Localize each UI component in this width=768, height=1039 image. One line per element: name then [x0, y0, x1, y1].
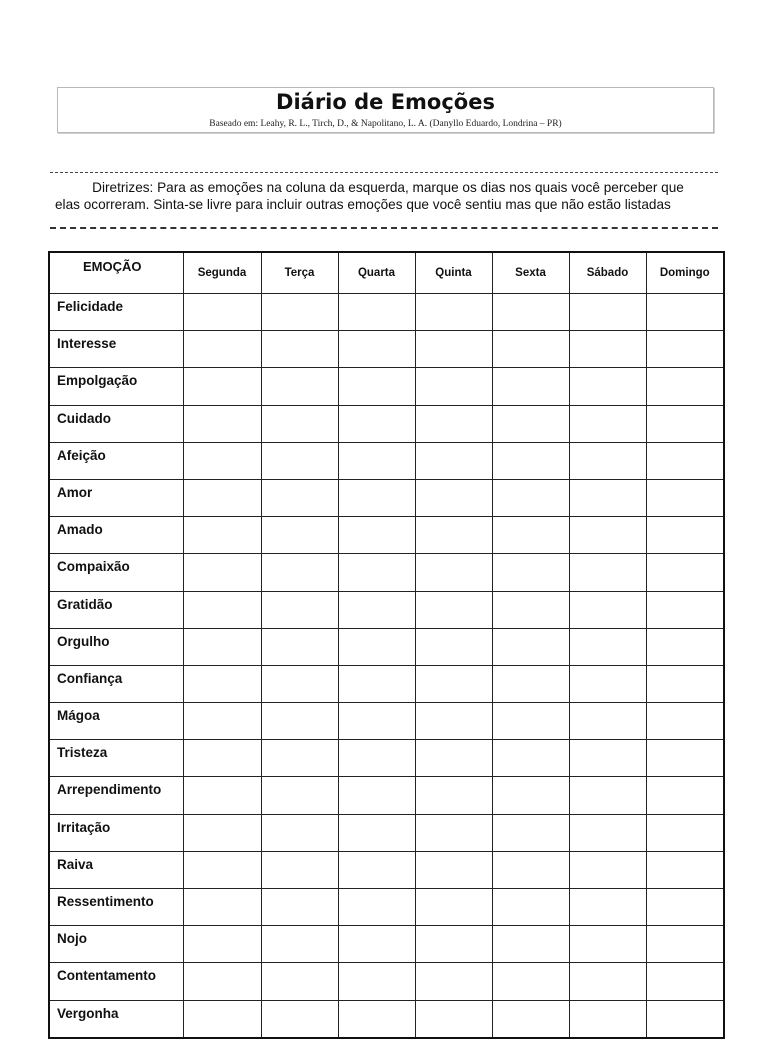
day-check-cell[interactable] [492, 777, 569, 814]
day-check-cell[interactable] [261, 554, 338, 591]
day-check-cell[interactable] [646, 777, 724, 814]
day-check-cell[interactable] [261, 517, 338, 554]
table-row [49, 777, 724, 814]
day-check-cell[interactable] [492, 1000, 569, 1038]
day-check-cell[interactable] [261, 442, 338, 479]
day-check-cell[interactable] [492, 628, 569, 665]
day-check-cell[interactable] [569, 442, 646, 479]
day-check-cell[interactable] [183, 517, 261, 554]
day-check-cell[interactable] [569, 814, 646, 851]
emotion-label: Amado [49, 517, 183, 554]
day-check-cell[interactable] [492, 963, 569, 1000]
table-body [49, 294, 724, 1038]
table-row [49, 703, 724, 740]
table-row [49, 368, 724, 405]
table-header-row [49, 252, 724, 294]
day-check-cell[interactable] [338, 517, 415, 554]
day-check-cell[interactable] [646, 926, 724, 963]
emotion-label: Tristeza [49, 740, 183, 777]
day-check-cell[interactable] [183, 889, 261, 926]
emotion-label: Afeição [49, 442, 183, 479]
day-check-cell[interactable] [415, 368, 492, 405]
day-check-cell[interactable] [338, 405, 415, 442]
emotion-label: Interesse [49, 331, 183, 368]
day-check-cell[interactable] [569, 517, 646, 554]
divider-top [50, 172, 718, 173]
day-check-cell[interactable] [415, 405, 492, 442]
day-check-cell[interactable] [338, 554, 415, 591]
day-check-cell[interactable] [415, 963, 492, 1000]
emotion-label: Cuidado [49, 405, 183, 442]
day-check-cell[interactable] [569, 591, 646, 628]
table-row [49, 517, 724, 554]
table-row [49, 479, 724, 516]
day-check-cell[interactable] [338, 926, 415, 963]
source-citation: Baseado em: Leahy, R. L., Tirch, D., & Napolitano, L. A. (Danyllo Eduardo, Londrina – PR) [209, 119, 562, 129]
day-check-cell[interactable] [492, 591, 569, 628]
day-check-cell[interactable] [415, 703, 492, 740]
day-check-cell[interactable] [261, 889, 338, 926]
day-check-cell[interactable] [492, 665, 569, 702]
emotion-label: Orgulho [49, 628, 183, 665]
day-check-cell[interactable] [338, 963, 415, 1000]
table-row [49, 591, 724, 628]
day-check-cell[interactable] [183, 703, 261, 740]
day-check-cell[interactable] [415, 517, 492, 554]
day-check-cell[interactable] [646, 851, 724, 888]
day-check-cell[interactable] [415, 926, 492, 963]
day-check-cell[interactable] [415, 479, 492, 516]
day-check-cell[interactable] [646, 1000, 724, 1038]
day-column-header: Domingo [646, 252, 724, 294]
emotion-label: Contentamento [49, 963, 183, 1000]
day-check-cell[interactable] [569, 368, 646, 405]
table-row [49, 405, 724, 442]
day-check-cell[interactable] [261, 926, 338, 963]
day-check-cell[interactable] [183, 554, 261, 591]
day-check-cell[interactable] [183, 963, 261, 1000]
day-column-header: Sábado [569, 252, 646, 294]
table-row [49, 331, 724, 368]
day-check-cell[interactable] [183, 591, 261, 628]
day-check-cell[interactable] [569, 479, 646, 516]
emotion-label: Ressentimento [49, 889, 183, 926]
day-check-cell[interactable] [415, 740, 492, 777]
day-check-cell[interactable] [338, 740, 415, 777]
day-check-cell[interactable] [183, 777, 261, 814]
table-row [49, 740, 724, 777]
day-check-cell[interactable] [183, 294, 261, 331]
table-row [49, 442, 724, 479]
table-row [49, 851, 724, 888]
day-check-cell[interactable] [338, 591, 415, 628]
emotion-label: Mágoa [49, 703, 183, 740]
day-check-cell[interactable] [415, 294, 492, 331]
day-check-cell[interactable] [492, 703, 569, 740]
guidelines-line-1: Diretrizes: Para as emoções na coluna da esquerda, marque os dias nos quais você perceber que [92, 180, 684, 195]
day-check-cell[interactable] [415, 442, 492, 479]
emotion-label: Empolgação [49, 368, 183, 405]
emotion-label: Arrependimento [49, 777, 183, 814]
day-check-cell[interactable] [569, 554, 646, 591]
day-check-cell[interactable] [415, 554, 492, 591]
table-row [49, 1000, 724, 1038]
day-check-cell[interactable] [261, 628, 338, 665]
day-check-cell[interactable] [646, 554, 724, 591]
emotion-column-header: EMOÇÃO [49, 252, 183, 294]
day-check-cell[interactable] [261, 814, 338, 851]
table-row [49, 554, 724, 591]
day-check-cell[interactable] [415, 628, 492, 665]
emotion-label: Raiva [49, 851, 183, 888]
day-check-cell[interactable] [569, 405, 646, 442]
emotion-label: Gratidão [49, 591, 183, 628]
table-row [49, 665, 724, 702]
day-check-cell[interactable] [338, 851, 415, 888]
day-check-cell[interactable] [646, 405, 724, 442]
day-check-cell[interactable] [646, 331, 724, 368]
day-check-cell[interactable] [415, 591, 492, 628]
day-check-cell[interactable] [569, 926, 646, 963]
day-check-cell[interactable] [261, 294, 338, 331]
day-check-cell[interactable] [183, 628, 261, 665]
day-check-cell[interactable] [338, 889, 415, 926]
table-row [49, 814, 724, 851]
day-check-cell[interactable] [646, 665, 724, 702]
table-row [49, 926, 724, 963]
divider-bottom [50, 227, 718, 229]
day-check-cell[interactable] [183, 665, 261, 702]
day-check-cell[interactable] [415, 814, 492, 851]
day-check-cell[interactable] [569, 851, 646, 888]
day-check-cell[interactable] [261, 405, 338, 442]
emotion-label: Compaixão [49, 554, 183, 591]
table-row [49, 628, 724, 665]
day-check-cell[interactable] [569, 628, 646, 665]
emotion-label: Felicidade [49, 294, 183, 331]
day-check-cell[interactable] [338, 479, 415, 516]
day-check-cell[interactable] [646, 963, 724, 1000]
day-check-cell[interactable] [646, 479, 724, 516]
day-check-cell[interactable] [646, 814, 724, 851]
day-check-cell[interactable] [261, 703, 338, 740]
emotion-label: Nojo [49, 926, 183, 963]
day-column-header: Terça [261, 252, 338, 294]
day-check-cell[interactable] [415, 1000, 492, 1038]
day-check-cell[interactable] [261, 665, 338, 702]
day-check-cell[interactable] [569, 665, 646, 702]
day-check-cell[interactable] [569, 331, 646, 368]
day-check-cell[interactable] [261, 1000, 338, 1038]
day-column-header: Quarta [338, 252, 415, 294]
day-check-cell[interactable] [646, 591, 724, 628]
day-check-cell[interactable] [492, 368, 569, 405]
day-check-cell[interactable] [338, 294, 415, 331]
table-row [49, 889, 724, 926]
day-check-cell[interactable] [261, 331, 338, 368]
emotion-diary-table [48, 251, 725, 1039]
day-check-cell[interactable] [415, 777, 492, 814]
day-check-cell[interactable] [338, 1000, 415, 1038]
day-check-cell[interactable] [569, 294, 646, 331]
day-column-header: Segunda [183, 252, 261, 294]
day-column-header: Quinta [415, 252, 492, 294]
day-check-cell[interactable] [492, 740, 569, 777]
day-check-cell[interactable] [492, 405, 569, 442]
day-check-cell[interactable] [492, 331, 569, 368]
day-check-cell[interactable] [183, 926, 261, 963]
day-check-cell[interactable] [569, 1000, 646, 1038]
day-check-cell[interactable] [415, 889, 492, 926]
day-check-cell[interactable] [261, 368, 338, 405]
day-check-cell[interactable] [183, 442, 261, 479]
day-check-cell[interactable] [261, 740, 338, 777]
page-title: Diário de Emoções [276, 90, 495, 114]
day-check-cell[interactable] [261, 777, 338, 814]
day-check-cell[interactable] [646, 740, 724, 777]
day-check-cell[interactable] [183, 851, 261, 888]
day-check-cell[interactable] [569, 777, 646, 814]
day-check-cell[interactable] [183, 479, 261, 516]
day-check-cell[interactable] [646, 889, 724, 926]
day-check-cell[interactable] [183, 740, 261, 777]
day-check-cell[interactable] [261, 963, 338, 1000]
day-check-cell[interactable] [492, 889, 569, 926]
day-check-cell[interactable] [183, 1000, 261, 1038]
day-check-cell[interactable] [183, 331, 261, 368]
day-check-cell[interactable] [183, 368, 261, 405]
day-check-cell[interactable] [338, 703, 415, 740]
day-check-cell[interactable] [492, 442, 569, 479]
day-check-cell[interactable] [338, 665, 415, 702]
day-check-cell[interactable] [338, 368, 415, 405]
day-check-cell[interactable] [569, 889, 646, 926]
day-check-cell[interactable] [415, 331, 492, 368]
day-check-cell[interactable] [338, 628, 415, 665]
day-check-cell[interactable] [646, 517, 724, 554]
guidelines-line-2: elas ocorreram. Sinta-se livre para incluir outras emoções que você sentiu mas que não estão listadas [55, 197, 671, 212]
day-check-cell[interactable] [569, 740, 646, 777]
day-check-cell[interactable] [646, 703, 724, 740]
day-check-cell[interactable] [338, 331, 415, 368]
table-row [49, 294, 724, 331]
emotion-label: Irritação [49, 814, 183, 851]
day-check-cell[interactable] [492, 554, 569, 591]
emotion-label: Amor [49, 479, 183, 516]
header-box [57, 87, 714, 133]
day-column-header: Sexta [492, 252, 569, 294]
emotion-label: Confiança [49, 665, 183, 702]
day-check-cell[interactable] [569, 703, 646, 740]
day-check-cell[interactable] [492, 517, 569, 554]
emotion-label: Vergonha [49, 1000, 183, 1038]
day-check-cell[interactable] [646, 628, 724, 665]
day-check-cell[interactable] [261, 591, 338, 628]
day-check-cell[interactable] [646, 442, 724, 479]
day-check-cell[interactable] [492, 814, 569, 851]
day-check-cell[interactable] [261, 479, 338, 516]
day-check-cell[interactable] [415, 851, 492, 888]
day-check-cell[interactable] [492, 479, 569, 516]
table-row [49, 963, 724, 1000]
day-check-cell[interactable] [646, 294, 724, 331]
day-check-cell[interactable] [183, 405, 261, 442]
day-check-cell[interactable] [183, 814, 261, 851]
day-check-cell[interactable] [415, 665, 492, 702]
day-check-cell[interactable] [646, 368, 724, 405]
day-check-cell[interactable] [338, 442, 415, 479]
day-check-cell[interactable] [261, 851, 338, 888]
day-check-cell[interactable] [492, 294, 569, 331]
day-check-cell[interactable] [492, 926, 569, 963]
day-check-cell[interactable] [338, 814, 415, 851]
day-check-cell[interactable] [569, 963, 646, 1000]
guidelines-text [50, 179, 718, 213]
day-check-cell[interactable] [492, 851, 569, 888]
day-check-cell[interactable] [338, 777, 415, 814]
